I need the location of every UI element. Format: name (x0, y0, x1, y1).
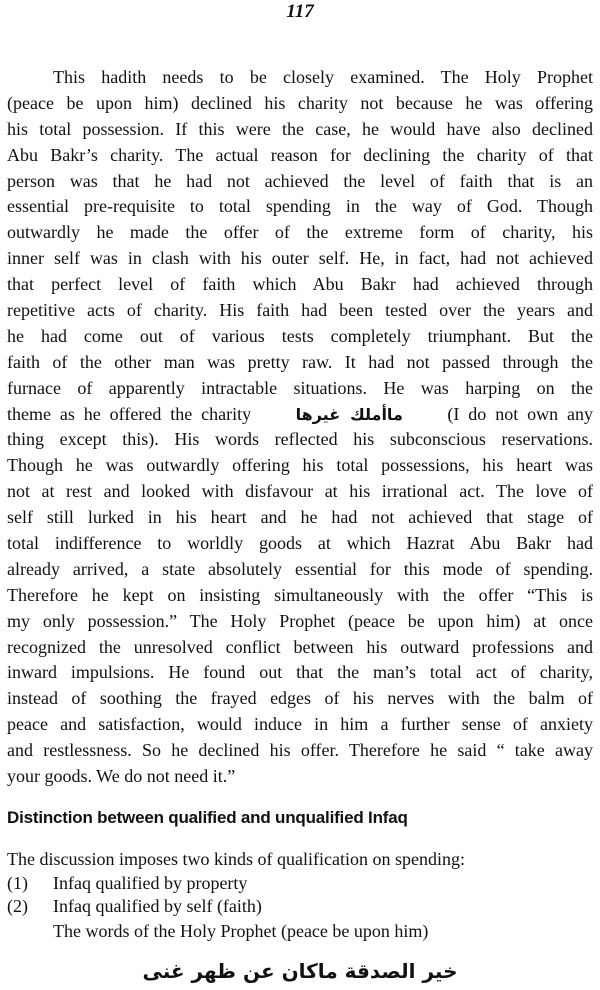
list-item (7, 895, 593, 918)
paragraph-line-with-arabic (7, 402, 593, 428)
paragraph-line: outwardly he made the offer of the extreme form of charity, his (7, 222, 593, 243)
qualification-list (7, 872, 593, 918)
continuation-line: The words of the Holy Prophet (peace be upon him) (53, 921, 429, 941)
arabic-hadith-quote: خير الصدقة ماكان عن ظهر غنى (142, 959, 458, 983)
page-number: 117 (286, 1, 314, 22)
paragraph-line: Therefore he kept on insisting simultaneously with the offer “This is (7, 584, 593, 605)
paragraph-line: your goods. We do not need it.” (7, 766, 236, 787)
paragraph-line: total indifference to worldly goods at which Hazrat Abu Bakr had (7, 533, 593, 554)
theme-line-before: theme as he offered the charity (7, 403, 252, 424)
paragraph-line: thing except this). His words reflected his subconscious reservations. (7, 429, 593, 450)
paragraph-line: (peace be upon him) declined his charity not because he was offering (7, 92, 593, 113)
paragraph-line: person was that he had not achieved the level of faith that is an (7, 170, 593, 191)
paragraph-line: faith of the other man was pretty raw. It had not passed through the (7, 351, 593, 372)
paragraph-line: inner self was in clash with his outer self. He, in fact, had not achieved (7, 248, 593, 269)
paragraph-line: not at rest and looked with disfavour at his irrational act. The love of (7, 481, 593, 502)
theme-line-after: (I do not own any (447, 403, 593, 424)
paragraph-line: Though he was outwardly offering his total possessions, his heart was (7, 455, 593, 476)
body-paragraph (7, 65, 593, 790)
paragraph-line: and restlessness. So he declined his offer. Therefore he said “ take away (7, 740, 593, 761)
list-item-text: Infaq qualified by property (53, 873, 248, 893)
paragraph-line: peace and satisfaction, would induce in him a further sense of anxiety (7, 714, 593, 735)
paragraph-line: inward impulsions. He found out that the man’s total act of charity, (7, 662, 593, 683)
paragraph-line: he had come out of various tests completely triumphant. But the (7, 325, 593, 346)
paragraph-line: already arrived, a state absolutely essential for this mode of spending. (7, 558, 593, 579)
section-heading: Distinction between qualified and unqualified Infaq (7, 808, 408, 827)
paragraph-line: furnace of apparently intractable situations. He was harping on the (7, 377, 593, 398)
list-item-text: Infaq qualified by self (faith) (53, 896, 262, 916)
paragraph-line: This hadith needs to be closely examined. The Holy Prophet (53, 67, 593, 87)
paragraph-line: my only possession.” The Holy Prophet (peace be upon him) at once (7, 610, 593, 631)
paragraph-line: that perfect level of faith which Abu Bakr had achieved through (7, 274, 593, 295)
paragraph-line: recognized the unresolved conflict between his outward professions and (7, 636, 593, 657)
paragraph-line: self still lurked in his heart and he had not achieved that stage of (7, 507, 593, 528)
list-item-number: (2) (7, 896, 28, 916)
intro-sentence: The discussion imposes two kinds of qualification on spending: (7, 849, 465, 869)
paragraph-line: repetitive acts of charity. His faith had been tested over the years and (7, 300, 593, 321)
paragraph-line: instead of soothing the frayed edges of his nerves with the balm of (7, 688, 593, 709)
list-item (7, 872, 593, 895)
paragraph-line: his total possession. If this were the case, he would have also declined (7, 118, 593, 139)
list-item-number: (1) (7, 873, 28, 893)
arabic-inline-quote: ماأملك غيرها (295, 404, 403, 424)
paragraph-line: Abu Bakr’s charity. The actual reason for declining the charity of that (7, 144, 593, 165)
paragraph-line: essential pre-requisite to total spending in the way of God. Though (7, 196, 593, 217)
